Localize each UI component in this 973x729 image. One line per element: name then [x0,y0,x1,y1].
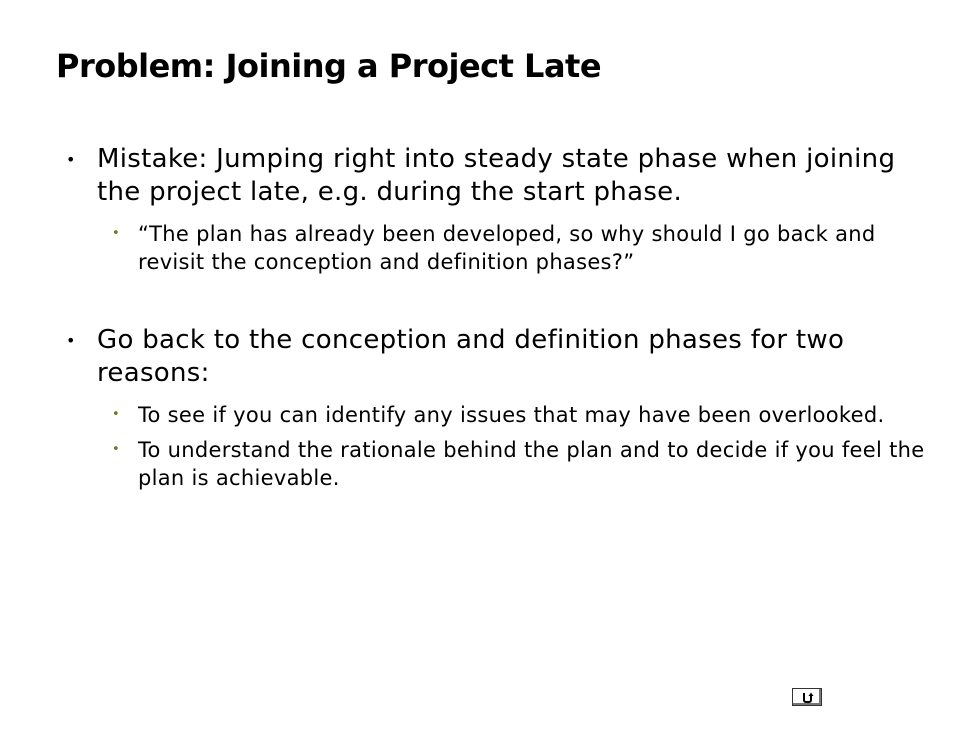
bullet-mistake-text: Mistake: Jumping right into steady state phase when joining the project late, e.g. during the start phase. [97,144,896,207]
sub-bullet-quote [112,220,926,276]
bullet-mistake [66,143,926,209]
sub-bullet-dot: • [112,407,120,422]
bullet-dot: • [66,150,76,169]
sub-bullet-dot: • [112,442,120,457]
sub-bullet-quote-text: “The plan has already been developed, so why should I go back and revisit the conception and definition phases?” [138,222,876,274]
sub-bullet-rationale-text: To understand the rationale behind the plan and to decide if you feel the plan is achievable. [138,438,925,490]
bullet-go-back-text: Go back to the conception and definition phases for two reasons: [97,325,845,388]
bullet-dot: • [66,331,76,350]
sub-bullet-issues-text: To see if you can identify any issues that may have been overlooked. [138,403,885,427]
sub-bullet-dot: • [112,226,120,241]
sub-bullet-rationale [112,436,926,492]
slide-content [66,143,926,492]
return-button[interactable] [792,688,822,706]
slide-title: Problem: Joining a Project Late [56,47,602,85]
return-arrow-icon [799,691,815,704]
sub-bullet-issues [112,401,926,429]
bullet-go-back [66,324,926,390]
